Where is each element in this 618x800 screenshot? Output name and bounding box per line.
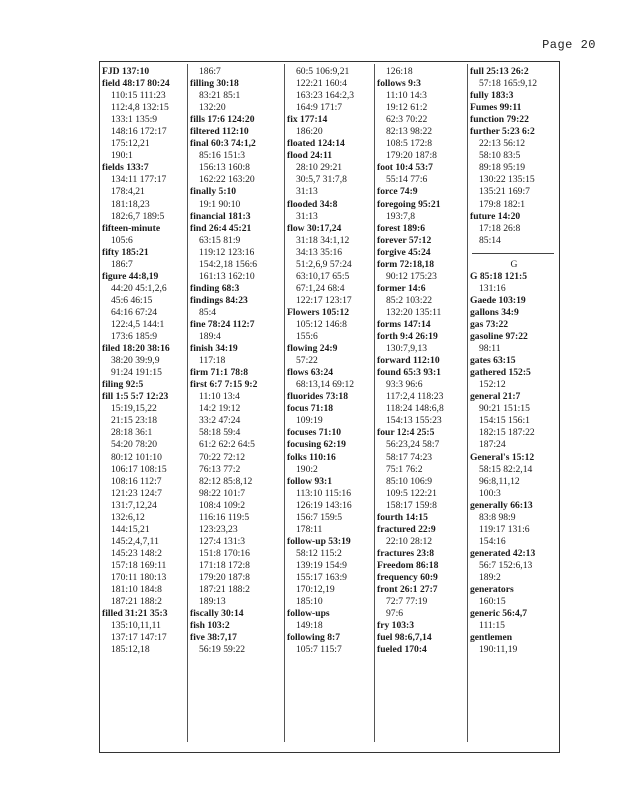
index-entry-refs: 28:18 36:1 — [111, 427, 153, 439]
index-entry-term: generic 56:4,7 — [470, 608, 528, 620]
index-entry-refs: 38:20 39:9,9 — [111, 355, 160, 367]
index-entry-term: follow-ups — [287, 608, 330, 620]
index-entry-refs: 152:12 — [479, 379, 506, 391]
index-entry-refs: 144:15,21 — [111, 523, 150, 535]
index-entry-term: future 14:20 — [470, 210, 521, 222]
index-entry-term: field 48:17 80:24 — [102, 78, 170, 90]
index-entry-term: foregoing 95:21 — [377, 198, 441, 210]
index-entry-term: forward 112:10 — [377, 355, 440, 367]
index-entry-term: financial 181:3 — [190, 210, 251, 222]
index-entry-term: gentlemen — [470, 632, 513, 644]
index-entry-refs: 161:13 162:10 — [199, 270, 255, 282]
index-entry-refs: 190:1 — [111, 150, 133, 162]
index-entry-term: fifty 185:21 — [102, 246, 149, 258]
index-entry-refs: 58:10 83:5 — [479, 150, 521, 162]
index-entry-refs: 64:16 67:24 — [111, 306, 158, 318]
index-entry-refs: 82:13 98:22 — [386, 126, 433, 138]
index-entry-refs: 154:2,18 156:6 — [199, 258, 258, 270]
index-entry-term: floated 124:14 — [287, 138, 345, 150]
index-entry-refs: 178:4,21 — [111, 186, 145, 198]
index-entry-term: gallons 34:9 — [470, 306, 519, 318]
index-entry-refs: 57:18 165:9,12 — [479, 78, 538, 90]
index-entry-term: Fumes 99:11 — [470, 102, 522, 114]
index-entry-term: folks 110:16 — [287, 451, 336, 463]
index-entry-term: forever 57:12 — [377, 234, 432, 246]
index-entry-term: fourth 14:15 — [377, 511, 428, 523]
index-entry-term: filed 18:20 38:16 — [102, 343, 170, 355]
index-entry-refs: 189:13 — [199, 596, 226, 608]
index-entry-refs: 185:10 — [296, 596, 323, 608]
index-entry-refs: 108:5 172:8 — [386, 138, 433, 150]
index-entry-refs: 186:7 — [199, 66, 221, 77]
index-entry-term: fractured 22:9 — [377, 523, 436, 535]
index-entry-refs: 56:23,24 58:7 — [386, 439, 440, 451]
index-entry-refs: 98:11 — [479, 343, 501, 355]
index-entry-refs: 187:21 188:2 — [199, 584, 250, 596]
index-entry-refs: 134:11 177:17 — [111, 174, 167, 186]
index-entry-refs: 179:20 187:8 — [386, 150, 437, 162]
index-entry-refs: 11:10 14:3 — [386, 90, 427, 102]
index-entry-refs: 148:16 172:17 — [111, 126, 167, 138]
index-entry-term: following 8:7 — [287, 632, 341, 644]
section-rule — [470, 247, 560, 259]
index-entry-refs: 56:19 59:22 — [199, 644, 246, 656]
index-entry-refs: 151:8 170:16 — [199, 547, 250, 559]
index-entry-term: general 21:7 — [470, 391, 521, 403]
index-entry-term: focusing 62:19 — [287, 439, 346, 451]
index-entry-refs: 164:9 171:7 — [296, 102, 343, 114]
index-entry-refs: 17:18 26:8 — [479, 222, 521, 234]
index-entry-term: fuel 98:6,7,14 — [377, 632, 432, 644]
index-entry-refs: 15:19,15,22 — [111, 403, 157, 415]
index-entry-refs: 58:12 115:2 — [296, 547, 342, 559]
index-entry-refs: 98:22 101:7 — [199, 487, 246, 499]
index-entry-refs: 44:20 45:1,2,6 — [111, 282, 167, 294]
index-entry-refs: 68:13,14 69:12 — [296, 379, 355, 391]
index-entry-refs: 117:18 — [199, 355, 226, 367]
index-entry-term: filing 92:5 — [102, 379, 144, 391]
index-entry-term: flowing 24:9 — [287, 343, 338, 355]
index-entry-refs: 105:12 146:8 — [296, 318, 347, 330]
index-entry-refs: 179:8 182:1 — [479, 198, 526, 210]
index-entry-term: Freedom 86:18 — [377, 559, 439, 571]
index-entry-refs: 193:7,8 — [386, 210, 416, 222]
index-entry-refs: 93:3 96:6 — [386, 379, 423, 391]
index-entry-term: General's 15:12 — [470, 451, 535, 463]
index-entry-term: gas 73:22 — [470, 318, 509, 330]
index-entry-term: follows 9:3 — [377, 78, 421, 90]
index-entry-refs: 154:13 155:23 — [386, 415, 442, 427]
index-entry-refs: 45:6 46:15 — [111, 294, 153, 306]
index-entry-refs: 135:21 169:7 — [479, 186, 530, 198]
index-entry-refs: 122:4,5 144:1 — [111, 318, 165, 330]
index-entry-refs: 133:1 135:9 — [111, 114, 158, 126]
index-entry-refs: 61:2 62:2 64:5 — [199, 439, 255, 451]
index-entry-refs: 132:20 135:11 — [386, 306, 442, 318]
index-entry-refs: 173:6 185:9 — [111, 331, 158, 343]
index-entry-refs: 179:20 187:8 — [199, 571, 250, 583]
index-entry-refs: 145:2,4,7,11 — [111, 535, 159, 547]
index-entry-term: fix 177:14 — [287, 114, 328, 126]
index-entry-refs: 112:4,8 132:15 — [111, 102, 169, 114]
index-entry-refs: 139:19 154:9 — [296, 559, 347, 571]
index-entry-refs: 186:7 — [111, 258, 133, 270]
index-entry-refs: 122:17 123:17 — [296, 294, 352, 306]
index-entry-refs: 75:1 76:2 — [386, 463, 423, 475]
index-entry-term: flow 30:17,24 — [287, 222, 342, 234]
index-entry-term: fiscally 30:14 — [190, 608, 244, 620]
index-entry-term: generators — [470, 584, 514, 596]
index-entry-refs: 110:15 111:23 — [111, 90, 166, 102]
index-entry-term: generated 42:13 — [470, 547, 536, 559]
index-entry-refs: 189:2 — [479, 571, 501, 583]
index-entry-refs: 154:15 156:1 — [479, 415, 530, 427]
index-entry-refs: 19:1 90:10 — [199, 198, 241, 210]
index-entry-refs: 131:7,12,24 — [111, 499, 157, 511]
index-entry-refs: 19:12 61:2 — [386, 102, 428, 114]
index-entry-term: forest 189:6 — [377, 222, 426, 234]
index-entry-term: Gaede 103:19 — [470, 294, 526, 306]
index-entry-refs: 85:2 103:22 — [386, 294, 433, 306]
index-entry-term: filled 31:21 35:3 — [102, 608, 168, 620]
index-entry-refs: 60:5 106:9,21 — [296, 66, 350, 77]
index-entry-term: flood 24:11 — [287, 150, 333, 162]
index-entry-refs: 186:20 — [296, 126, 323, 138]
index-entry-term: firm 71:1 78:8 — [190, 367, 249, 379]
index-entry-term: G 85:18 121:5 — [470, 270, 528, 282]
index-entry-refs: 55:14 77:6 — [386, 174, 428, 186]
index-entry-refs: 105:7 115:7 — [296, 644, 342, 656]
index-entry-term: front 26:1 27:7 — [377, 584, 438, 596]
index-entry-refs: 58:18 59:4 — [199, 427, 241, 439]
index-entry-refs: 67:1,24 68:4 — [296, 282, 345, 294]
index-entry-refs: 157:18 169:11 — [111, 559, 167, 571]
index-entry-refs: 121:23 124:7 — [111, 487, 162, 499]
index-entry-refs: 80:12 101:10 — [111, 451, 162, 463]
index-entry-refs: 132:20 — [199, 102, 226, 114]
index-entry-refs: 119:12 123:16 — [199, 246, 255, 258]
index-entry-refs: 91:24 191:15 — [111, 367, 162, 379]
index-page-frame — [99, 61, 560, 753]
index-entry-refs: 189:4 — [199, 331, 221, 343]
index-entry-refs: 109:5 122:21 — [386, 487, 437, 499]
index-entry-term: first 6:7 7:15 9:2 — [190, 379, 258, 391]
index-entry-refs: 31:18 34:1,12 — [296, 234, 350, 246]
index-entry-refs: 154:16 — [479, 535, 506, 547]
index-entry-term: forms 147:14 — [377, 318, 431, 330]
index-entry-term: gasoline 97:22 — [470, 331, 528, 343]
index-entry-refs: 187:21 188:2 — [111, 596, 162, 608]
index-entry-refs: 182:6,7 189:5 — [111, 210, 165, 222]
index-entry-refs: 185:12,18 — [111, 644, 150, 656]
index-entry-refs: 21:15 23:18 — [111, 415, 158, 427]
index-column-2 — [188, 66, 280, 746]
index-entry-refs: 14:2 19:12 — [199, 403, 241, 415]
index-entry-refs: 70:22 72:12 — [199, 451, 246, 463]
index-entry-term: flows 63:24 — [287, 367, 334, 379]
index-entry-refs: 85:10 106:9 — [386, 475, 433, 487]
index-entry-refs: 58:17 74:23 — [386, 451, 433, 463]
index-entry-term: forth 9:4 26:19 — [377, 331, 438, 343]
index-entry-refs: 108:16 112:7 — [111, 475, 162, 487]
index-entry-term: FJD 137:10 — [102, 66, 150, 77]
index-entry-refs: 76:13 77:2 — [199, 463, 241, 475]
index-entry-term: fully 183:3 — [470, 90, 514, 102]
index-entry-term: foot 10:4 53:7 — [377, 162, 433, 174]
index-entry-term: fish 103:2 — [190, 620, 230, 632]
index-entry-term: filling 30:18 — [190, 78, 239, 90]
index-entry-term: fifteen-minute — [102, 222, 161, 234]
index-entry-refs: 170:12,19 — [296, 584, 335, 596]
index-entry-refs: 89:18 95:19 — [479, 162, 526, 174]
index-entry-refs: 72:7 77:19 — [386, 596, 428, 608]
index-entry-term: further 5:23 6:2 — [470, 126, 535, 138]
index-entry-term: Flowers 105:12 — [287, 306, 350, 318]
index-entry-refs: 163:23 164:2,3 — [296, 90, 355, 102]
index-entry-refs: 85:14 — [479, 234, 501, 246]
index-entry-refs: 127:4 131:3 — [199, 535, 246, 547]
index-entry-refs: 63:10,17 65:5 — [296, 270, 350, 282]
index-entry-term: follow 93:1 — [287, 475, 333, 487]
index-entry-term: findings 84:23 — [190, 294, 248, 306]
index-entry-refs: 62:3 70:22 — [386, 114, 428, 126]
index-column-3 — [285, 66, 377, 746]
index-entry-refs: 54:20 78:20 — [111, 439, 158, 451]
index-entry-refs: 51:2,6,9 57:24 — [296, 258, 352, 270]
index-entry-refs: 175:12,21 — [111, 138, 150, 150]
index-entry-term: focuses 71:10 — [287, 427, 342, 439]
index-column-4 — [375, 66, 467, 746]
index-entry-term: focus 71:18 — [287, 403, 334, 415]
index-entry-refs: 85:4 — [199, 306, 217, 318]
index-entry-term: fields 133:7 — [102, 162, 149, 174]
index-entry-refs: 111:15 — [479, 620, 505, 632]
index-entry-refs: 30:5,7 31:7,8 — [296, 174, 347, 186]
index-entry-refs: 190:2 — [296, 463, 318, 475]
section-letter: G — [510, 258, 520, 270]
index-entry-term: force 74:9 — [377, 186, 418, 198]
index-entry-refs: 145:23 148:2 — [111, 547, 162, 559]
index-entry-term: fry 103:3 — [377, 620, 415, 632]
index-entry-refs: 34:13 35:16 — [296, 246, 343, 258]
index-entry-refs: 155:17 163:9 — [296, 571, 347, 583]
index-entry-refs: 58:15 82:2,14 — [479, 463, 533, 475]
index-entry-refs: 97:6 — [386, 608, 404, 620]
index-entry-term: find 26:4 45:21 — [190, 222, 252, 234]
index-entry-term: fueled 170:4 — [377, 644, 427, 656]
index-entry-refs: 162:22 163:20 — [199, 174, 255, 186]
index-entry-refs: 11:10 13:4 — [199, 391, 240, 403]
index-entry-refs: 137:17 147:17 — [111, 632, 167, 644]
index-entry-term: fluorides 73:18 — [287, 391, 349, 403]
index-entry-refs: 31:13 — [296, 210, 318, 222]
index-entry-refs: 56:7 152:6,13 — [479, 559, 533, 571]
index-entry-term: fills 17:6 124:20 — [190, 114, 255, 126]
index-entry-refs: 28:10 29:21 — [296, 162, 343, 174]
index-entry-term: fine 78:24 112:7 — [190, 318, 255, 330]
index-entry-refs: 155:6 — [296, 331, 318, 343]
index-entry-term: finding 68:3 — [190, 282, 240, 294]
index-entry-refs: 33:2 47:24 — [199, 415, 241, 427]
index-entry-refs: 100:3 — [479, 487, 501, 499]
index-entry-refs: 31:13 — [296, 186, 318, 198]
index-entry-refs: 135:10,11,11 — [111, 620, 161, 632]
index-entry-term: frequency 60:9 — [377, 571, 438, 583]
index-entry-term: found 65:3 93:1 — [377, 367, 441, 379]
index-entry-refs: 181:18,23 — [111, 198, 150, 210]
index-entry-term: five 38:7,17 — [190, 632, 237, 644]
index-entry-refs: 85:16 151:3 — [199, 150, 246, 162]
index-entry-refs: 126:19 143:16 — [296, 499, 352, 511]
page-number: Page 20 — [542, 38, 596, 52]
index-entry-refs: 22:10 28:12 — [386, 535, 433, 547]
index-entry-refs: 117:2,4 118:23 — [386, 391, 444, 403]
index-entry-refs: 171:18 172:8 — [199, 559, 250, 571]
index-entry-refs: 119:17 131:6 — [479, 523, 530, 535]
index-entry-term: forgive 45:24 — [377, 246, 431, 258]
index-entry-term: four 12:4 25:5 — [377, 427, 435, 439]
index-entry-term: finish 34:19 — [190, 343, 238, 355]
index-entry-term: fill 1:5 5:7 12:23 — [102, 391, 169, 403]
index-entry-refs: 83:21 85:1 — [199, 90, 241, 102]
index-entry-term: follow-up 53:19 — [287, 535, 351, 547]
index-column-5 — [468, 66, 560, 746]
index-entry-term: generally 66:13 — [470, 499, 533, 511]
index-entry-term: former 14:6 — [377, 282, 426, 294]
index-entry-refs: 109:19 — [296, 415, 323, 427]
index-entry-refs: 156:7 159:5 — [296, 511, 343, 523]
index-entry-term: filtered 112:10 — [190, 126, 249, 138]
index-entry-refs: 190:11,19 — [479, 644, 518, 656]
index-entry-term: form 72:18,18 — [377, 258, 435, 270]
index-entry-refs: 130:7,9,13 — [386, 343, 428, 355]
index-entry-refs: 118:24 148:6,8 — [386, 403, 444, 415]
index-entry-refs: 178:11 — [296, 523, 323, 535]
index-entry-refs: 131:16 — [479, 282, 506, 294]
index-entry-refs: 149:18 — [296, 620, 323, 632]
index-entry-refs: 156:13 160:8 — [199, 162, 250, 174]
index-entry-term: flooded 34:8 — [287, 198, 338, 210]
index-entry-refs: 116:16 119:5 — [199, 511, 250, 523]
index-entry-term: function 79:22 — [470, 114, 529, 126]
index-entry-refs: 132:6,12 — [111, 511, 145, 523]
index-entry-term: final 60:3 74:1,2 — [190, 138, 256, 150]
index-entry-refs: 83:8 98:9 — [479, 511, 516, 523]
index-entry-term: figure 44:8,19 — [102, 270, 159, 282]
index-entry-refs: 126:18 — [386, 66, 413, 77]
index-entry-refs: 187:24 — [479, 439, 506, 451]
index-entry-refs: 90:12 175:23 — [386, 270, 437, 282]
index-entry-refs: 170:11 180:13 — [111, 571, 167, 583]
index-entry-refs: 90:21 151:15 — [479, 403, 530, 415]
index-entry-refs: 57:22 — [296, 355, 318, 367]
index-entry-refs: 63:15 81:9 — [199, 234, 241, 246]
index-column-1 — [100, 66, 192, 746]
index-entry-term: fractures 23:8 — [377, 547, 435, 559]
index-entry-refs: 123:23,23 — [199, 523, 238, 535]
index-entry-refs: 113:10 115:16 — [296, 487, 351, 499]
index-entry-term: full 25:13 26:2 — [470, 66, 529, 77]
index-entry-refs: 108:4 109:2 — [199, 499, 246, 511]
index-entry-refs: 22:13 56:12 — [479, 138, 526, 150]
index-entry-refs: 160:15 — [479, 596, 506, 608]
index-entry-refs: 158:17 159:8 — [386, 499, 437, 511]
index-entry-refs: 122:21 160:4 — [296, 78, 347, 90]
index-entry-term: gathered 152:5 — [470, 367, 531, 379]
index-entry-refs: 106:17 108:15 — [111, 463, 167, 475]
index-entry-refs: 105:6 — [111, 234, 133, 246]
index-entry-refs: 82:12 85:8,12 — [199, 475, 253, 487]
index-entry-refs: 130:22 135:15 — [479, 174, 535, 186]
index-entry-term: finally 5:10 — [190, 186, 237, 198]
index-entry-refs: 182:15 187:22 — [479, 427, 535, 439]
index-entry-refs: 181:10 184:8 — [111, 584, 162, 596]
index-entry-term: gates 63:15 — [470, 355, 516, 367]
index-entry-refs: 96:8,11,12 — [479, 475, 520, 487]
